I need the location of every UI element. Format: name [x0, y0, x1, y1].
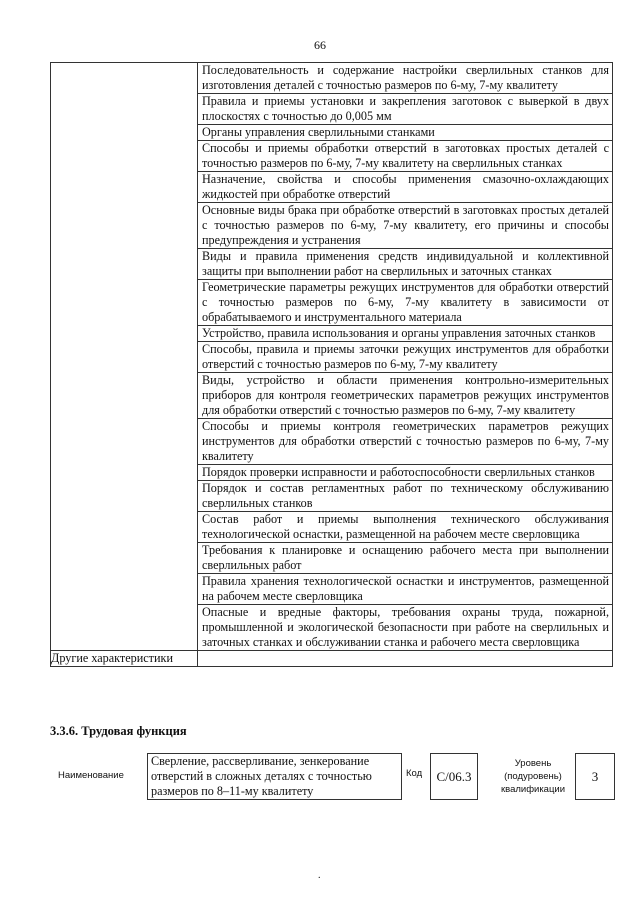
code-value: С/06.3 — [430, 753, 478, 800]
requirement-item: Устройство, правила использования и органы управления заточных станков — [198, 326, 612, 342]
page-number: 66 — [314, 38, 326, 52]
requirement-item: Последовательность и содержание настройки сверлильных станков для изготовления деталей с точностью размеров по 6-му, 7-му квалитету — [198, 63, 612, 94]
requirement-item: Состав работ и приемы выполнения технического обслуживания технологической оснастки, размещенной на рабочем месте сверловщика — [198, 512, 612, 543]
requirement-item: Правила хранения технологической оснастки и инструментов, размещенной на рабочем месте сверловщика — [198, 574, 612, 605]
code-label: Код — [406, 768, 423, 779]
requirement-item: Опасные и вредные факторы, требования охраны труда, пожарной, промышленной и экологической безопасности при работе на сверлильных и заточных станках и обслуживании станка и рабочего места сверловщика — [202, 605, 609, 649]
requirement-item: Виды и правила применения средств индивидуальной и коллективной защиты при выполнении работ на сверлильных и заточных станках — [198, 249, 612, 280]
name-value: Сверление, рассверливание, зенкерование отверстий в сложных деталях с точностью размеров по 8–11-му квалитету — [147, 753, 402, 800]
requirements-cell — [198, 63, 613, 651]
qualification-level-value: 3 — [575, 753, 615, 800]
requirement-item: Назначение, свойства и способы применения смазочно-охлаждающих жидкостей при обработке отверстий — [198, 172, 612, 203]
footer-mark: . — [318, 870, 321, 881]
other-characteristics-value — [198, 651, 613, 667]
other-characteristics-label: Другие характеристики — [51, 651, 198, 667]
requirement-item: Правила и приемы установки и закрепления заготовок с выверкой в двух плоскостях с точностью до 0,005 мм — [198, 94, 612, 125]
requirement-item: Порядок и состав регламентных работ по техническому обслуживанию сверлильных станков — [198, 481, 612, 512]
requirement-item: Способы и приемы контроля геометрических параметров режущих инструментов для обработки отверстий с точностью размеров по 6-му, 7-му квалитету — [198, 419, 612, 465]
requirement-item: Виды, устройство и области применения контрольно-измерительных приборов для контроля геометрических параметров режущих инструментов для обработки отверстий с точностью размеров по 6-му, 7-му квалитету — [198, 373, 612, 419]
name-label: Наименование — [58, 770, 124, 781]
requirement-item: Порядок проверки исправности и работоспособности сверлильных станков — [198, 465, 612, 481]
requirement-item: Органы управления сверлильными станками — [198, 125, 612, 141]
requirements-table — [50, 62, 613, 667]
requirement-item: Основные виды брака при обработке отверстий в заготовках простых деталей с точностью размеров по 6-му, 7-му квалитету, его причины и способы предупреждения и устранения — [198, 203, 612, 249]
row-label-cell — [51, 63, 198, 651]
requirement-item: Требования к планировке и оснащению рабочего места при выполнении сверлильных работ — [198, 543, 612, 574]
qualification-level-label: Уровень (подуровень) квалификации — [500, 758, 566, 795]
requirement-item: Способы, правила и приемы заточки режущих инструментов для обработки отверстий с точностью размеров по 6-му, 7-му квалитету — [198, 342, 612, 373]
requirement-item: Геометрические параметры режущих инструментов для обработки отверстий с точностью размеров по 6-му, 7-му квалитету в зависимости от обрабатываемого и инструментального материала — [198, 280, 612, 326]
labor-function-row — [50, 753, 613, 803]
section-title: 3.3.6. Трудовая функция — [50, 724, 187, 738]
requirement-item: Способы и приемы обработки отверстий в заготовках простых деталей с точностью размеров по 6-му, 7-му квалитету на сверлильных станках — [198, 141, 612, 172]
